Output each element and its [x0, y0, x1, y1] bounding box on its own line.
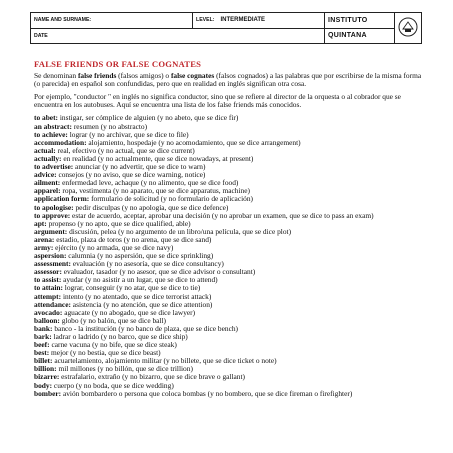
entry-term: to advertise: — [34, 162, 76, 172]
entry-definition: acuartelamiento, alojamiento militar (y no billete, que se dice ticket o note) — [54, 356, 277, 366]
intro-text: Se denominan — [34, 71, 78, 81]
entry-term: ailment: — [34, 178, 63, 188]
entry-definition: alojamiento, hospedaje (y no acomodamiento, que se dice arrangement) — [88, 137, 301, 147]
entry-term: to apologise: — [34, 202, 76, 212]
entry-definition: estrafalario, extraño (y no bizarro, que se dice brave o gallant) — [61, 372, 246, 382]
entry-term: apparel: — [34, 186, 63, 196]
entry-term: application form: — [34, 194, 92, 204]
entry-definition: intento (y no atentado, que se dice terrorist attack) — [62, 291, 212, 301]
list-item — [34, 390, 422, 398]
entry-term: argument: — [34, 226, 70, 236]
entry-term: to abet: — [34, 113, 60, 123]
entry-definition: pedir disculpas (y no apología, que se dice defence) — [75, 202, 229, 212]
entry-term: billion: — [34, 364, 59, 374]
entry-term: to attain: — [34, 283, 65, 293]
intro-term-false-cognates: false cognates — [170, 71, 215, 81]
entry-definition: formulario de solicitud (y no formulario de aplicación) — [91, 194, 254, 204]
logo-cell — [395, 13, 422, 44]
entry-term: army: — [34, 242, 56, 252]
entry-term: to approve: — [34, 210, 73, 220]
entry-definition: consejos (y no aviso, que se dice warning, notice) — [58, 170, 206, 180]
entry-definition: anunciar (y no advertir, que se dice to warn) — [75, 162, 206, 172]
entry-term: assessment: — [34, 259, 73, 269]
date-cell[interactable] — [31, 28, 325, 44]
entry-definition: ladrar o ladrido (y no barco, que se dice ship) — [53, 332, 188, 341]
entry-definition: resumen (y no abstracto) — [73, 121, 148, 131]
entry-definition: calumnia (y no aspersión, que se dice sprinkling) — [68, 251, 214, 261]
entry-term: avocado: — [34, 307, 65, 317]
entry-term: an abstract: — [34, 121, 74, 131]
entry-term: attempt: — [34, 291, 63, 301]
name-cell[interactable] — [31, 13, 193, 29]
entry-definition: mejor (y no bestia, que se dice beast) — [51, 348, 161, 358]
name-label: NAME AND SURNAME: — [34, 17, 92, 24]
level-cell — [193, 13, 325, 29]
entry-definition: en realidad (y no actualmente, que se dice nowadays, at present) — [63, 153, 254, 163]
entry-definition: ejército (y no armada, que se dice navy) — [55, 242, 174, 252]
intro-term-false-friends: false friends — [77, 71, 117, 81]
institute-line2-cell — [325, 28, 395, 44]
entry-definition: carne vacuna (y no bife, que se dice steak) — [51, 340, 177, 350]
entry-definition: instigar, ser cómplice de alguien (y no abeto, que se dice fir) — [59, 113, 239, 123]
entry-term: accommodation: — [34, 137, 89, 147]
entry-term: best: — [34, 348, 52, 358]
entry-term: bark: — [34, 332, 54, 341]
school-crest-icon — [398, 17, 418, 37]
entry-term: actually: — [34, 153, 64, 163]
entry-definition: estar de acuerdo, aceptar, aprobar una decisión (y no aprobar un examen, que se dice to pass an exam) — [72, 210, 374, 220]
entry-definition: evaluador, tasador (y no asesor, que se dice advisor o consultant) — [63, 267, 256, 277]
entry-term: apt: — [34, 218, 49, 228]
entry-term: bank: — [34, 323, 55, 333]
entry-term: body: — [34, 380, 54, 390]
entry-definition: banco - la institución (y no banco de plaza, que se dice bench) — [54, 323, 239, 333]
institute-line2: QUINTANA — [328, 32, 367, 40]
institute-line1-cell — [325, 13, 395, 29]
entry-definition: mil millones (y no billón, que se dice trillion) — [58, 364, 193, 374]
entry-definition: avión bombardero o persona que coloca bombas (y no bombero, que se dice fireman o firefighter) — [62, 388, 353, 398]
entry-term: attendance: — [34, 299, 73, 309]
entry-term: arena: — [34, 234, 57, 244]
intro-text: (falsos amigos) o — [116, 71, 171, 81]
entry-term: actual: — [34, 145, 58, 155]
entry-definition: real, efectivo (y no actual, que se dice current) — [57, 145, 195, 155]
entry-definition: enfermedad leve, achaque (y no alimento, que se dice food) — [62, 178, 239, 188]
entry-definition: ayudar (y no asistir a un lugar, que se dice to attend) — [63, 275, 218, 285]
level-value: INTERMEDIATE — [220, 17, 266, 24]
entry-term: bomber: — [34, 388, 63, 398]
entry-term: beef: — [34, 340, 52, 350]
entry-term: assessor: — [34, 267, 64, 277]
entry-definition: lograr, conseguir (y no atar, que se dice to tie) — [64, 283, 201, 293]
intro-paragraph-2: Por ejemplo, "conductor " en inglés no significa conductor, sino que se refiere al director de la orquesta o al cobrador que se encuentra en los autobuses. Aquí se encuentra una lista de los false friends más conocidos. — [34, 92, 401, 110]
entry-definition: lograr (y no archivar, que se dice to file) — [69, 129, 189, 139]
intro-paragraph-1 — [34, 72, 422, 88]
entry-term: to achieve: — [34, 129, 70, 139]
entry-definition: discusión, pelea (y no argumento de un libro/una película, que se dice plot) — [69, 226, 292, 236]
entry-definition: estadio, plaza de toros (y no arena, que se dice sand) — [56, 234, 212, 244]
date-label: DATE — [34, 32, 48, 39]
entry-term: aspersion: — [34, 251, 69, 261]
document-title: FALSE FRIENDS OR FALSE COGNATES — [34, 59, 202, 69]
entry-definition: globo (y no balón, que se dice ball) — [61, 315, 166, 325]
entry-term: to assist: — [34, 275, 64, 285]
institute-line1: INSTITUTO — [328, 16, 368, 24]
entry-term: bizarre: — [34, 372, 62, 382]
worksheet-header — [30, 12, 422, 44]
entry-term: advice: — [34, 170, 59, 180]
entry-definition: ropa, vestimenta (y no aparato, que se dice apparatus, machine) — [62, 186, 250, 196]
entry-definition: asistencia (y no atención, que se dice attention) — [72, 299, 213, 309]
intro-text: (falsos cognados) a las palabras que por escribirse de la misma forma (o parecida) en español son confundidas, pero que en realidad en inglés significan otra cosa. — [34, 71, 422, 89]
entry-term: billet: — [34, 356, 55, 366]
document-body — [34, 60, 422, 398]
entry-definition: cuerpo (y no boda, que se dice wedding) — [53, 380, 174, 390]
entry-term: balloon: — [34, 315, 62, 325]
false-friends-list — [34, 114, 422, 397]
entry-definition: aguacate (y no abogado, que se dice lawyer) — [64, 307, 196, 317]
header-table — [30, 12, 422, 44]
level-label: LEVEL: — [196, 17, 215, 24]
entry-definition: evaluación (y no asesoría, que se dice consultancy) — [72, 259, 224, 269]
entry-definition: propenso (y no apto, que se dice qualified, able) — [48, 218, 191, 228]
